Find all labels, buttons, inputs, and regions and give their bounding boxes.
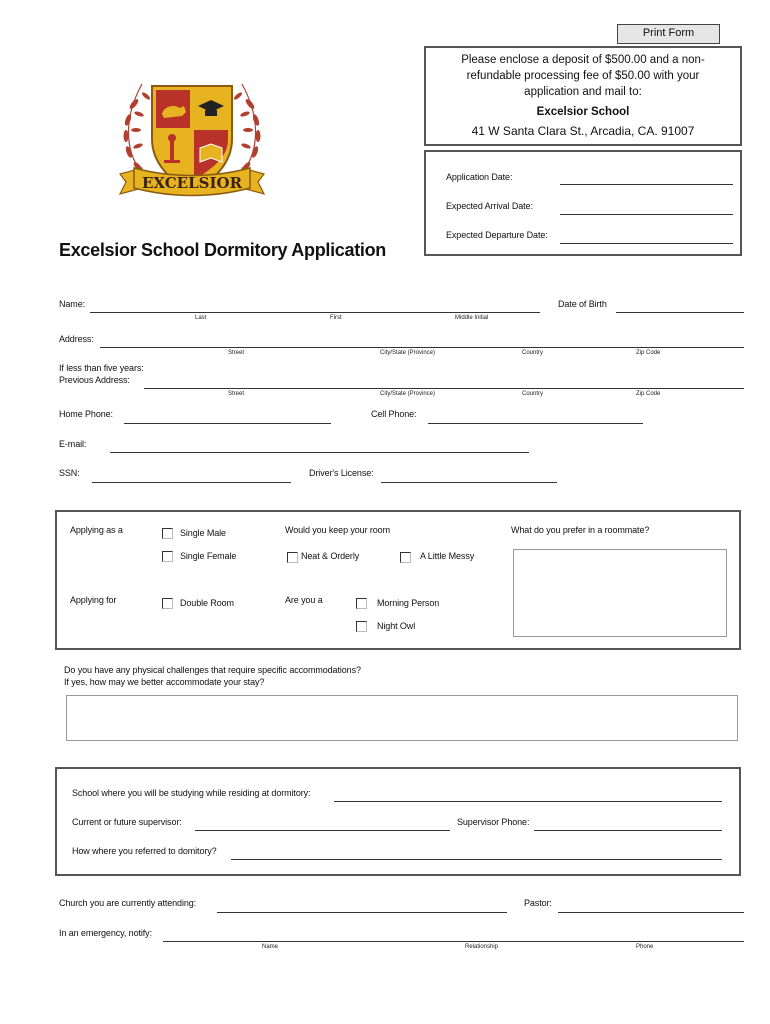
address-zip-caption: Zip Code [636, 350, 661, 356]
dob-field[interactable] [616, 312, 744, 313]
church-label: Church you are currently attending: [59, 898, 197, 908]
prev-city-caption: City/State (Province) [380, 391, 436, 397]
physical-question-1: Do you have any physical challenges that require specific accommodations? [64, 665, 361, 675]
emergency-field[interactable] [163, 941, 744, 942]
physical-challenges-question [64, 664, 361, 688]
mailing-instructions [426, 52, 740, 139]
night-owl-label: Night Owl [377, 621, 416, 631]
applying-as-label: Applying as a [70, 525, 123, 535]
neat-orderly-label: Neat & Orderly [301, 551, 360, 561]
applying-for-label: Applying for [70, 595, 117, 605]
print-form-button[interactable]: Print Form [617, 24, 720, 44]
physical-question-2: If yes, how may we better accommodate your stay? [64, 677, 265, 687]
application-date-field[interactable] [560, 184, 733, 185]
emergency-phone-caption: Phone [636, 944, 654, 950]
address-label: Address: [59, 334, 94, 344]
excelsior-logo [112, 64, 272, 214]
emergency-label: In an emergency, notify: [59, 928, 152, 938]
mail-line-1: Please enclose a deposit of $500.00 and a non- [461, 54, 705, 66]
referred-label: How where you referred to domitory? [72, 846, 217, 856]
supervisor-phone-field[interactable] [534, 830, 722, 831]
dob-label: Date of Birth [558, 299, 607, 309]
night-owl-checkbox[interactable] [356, 621, 367, 632]
cell-phone-label: Cell Phone: [371, 409, 417, 419]
home-phone-field[interactable] [124, 423, 331, 424]
little-messy-label: A Little Messy [420, 551, 475, 561]
departure-date-label: Expected Departure Date: [446, 230, 548, 240]
departure-date-field[interactable] [560, 243, 733, 244]
email-field[interactable] [110, 452, 529, 453]
roommate-preference-label: What do you prefer in a roommate? [511, 525, 650, 535]
mail-line-3: application and mail to: [524, 86, 642, 98]
single-male-label: Single Male [180, 528, 226, 538]
mail-school-name: Excelsior School [536, 106, 630, 118]
emergency-relationship-caption: Relationship [465, 944, 499, 950]
referred-field[interactable] [231, 859, 722, 860]
prev-country-caption: Country [522, 391, 544, 397]
keep-room-label: Would you keep your room [285, 525, 390, 535]
single-female-checkbox[interactable] [162, 551, 173, 562]
name-last-caption: Last [195, 315, 207, 321]
ssn-field[interactable] [92, 482, 291, 483]
accommodations-textarea[interactable] [66, 695, 738, 741]
name-middle-caption: Middle Initial [455, 315, 489, 321]
roommate-preference-textarea[interactable] [513, 549, 727, 637]
ssn-label: SSN: [59, 468, 80, 478]
are-you-label: Are you a [285, 595, 323, 605]
church-field[interactable] [217, 912, 507, 913]
logo-banner-text: EXCELSIOR [141, 174, 243, 192]
morning-person-checkbox[interactable] [356, 598, 367, 609]
name-first-caption: First [330, 315, 342, 321]
single-male-checkbox[interactable] [162, 528, 173, 539]
home-phone-label: Home Phone: [59, 409, 113, 419]
emergency-name-caption: Name [262, 944, 279, 950]
mail-line-2: refundable processing fee of $50.00 with your [466, 70, 700, 82]
prev-street-caption: Street [228, 391, 245, 397]
license-label: Driver's License: [309, 468, 374, 478]
single-female-label: Single Female [180, 551, 237, 561]
mail-address: 41 W Santa Clara St., Arcadia, CA. 91007 [471, 124, 695, 138]
address-street-caption: Street [228, 350, 245, 356]
double-room-label: Double Room [180, 598, 234, 608]
cell-phone-field[interactable] [428, 423, 643, 424]
arrival-date-field[interactable] [560, 214, 733, 215]
previous-address-field[interactable] [144, 388, 744, 389]
previous-address-label [59, 362, 144, 386]
address-city-caption: City/State (Province) [380, 350, 436, 356]
name-field[interactable] [90, 312, 540, 313]
little-messy-checkbox[interactable] [400, 552, 411, 563]
arrival-date-label: Expected Arrival Date: [446, 201, 533, 211]
prev-zip-caption: Zip Code [636, 391, 661, 397]
double-room-checkbox[interactable] [162, 598, 173, 609]
email-label: E-mail: [59, 439, 87, 449]
address-country-caption: Country [522, 350, 544, 356]
previous-address-line2: Previous Address: [59, 375, 130, 385]
application-date-label: Application Date: [446, 172, 513, 182]
morning-person-label: Morning Person [377, 598, 440, 608]
pastor-label: Pastor: [524, 898, 552, 908]
previous-address-line1: If less than five years: [59, 363, 144, 373]
supervisor-label: Current or future supervisor: [72, 817, 182, 827]
page-title: Excelsior School Dormitory Application [59, 240, 386, 260]
neat-orderly-checkbox[interactable] [287, 552, 298, 563]
school-studying-field[interactable] [334, 801, 722, 802]
supervisor-phone-label: Supervisor Phone: [457, 817, 530, 827]
address-field[interactable] [100, 347, 744, 348]
supervisor-field[interactable] [195, 830, 450, 831]
license-field[interactable] [381, 482, 557, 483]
pastor-field[interactable] [558, 912, 744, 913]
school-studying-label: School where you will be studying while residing at dormitory: [72, 788, 311, 798]
name-label: Name: [59, 299, 86, 309]
